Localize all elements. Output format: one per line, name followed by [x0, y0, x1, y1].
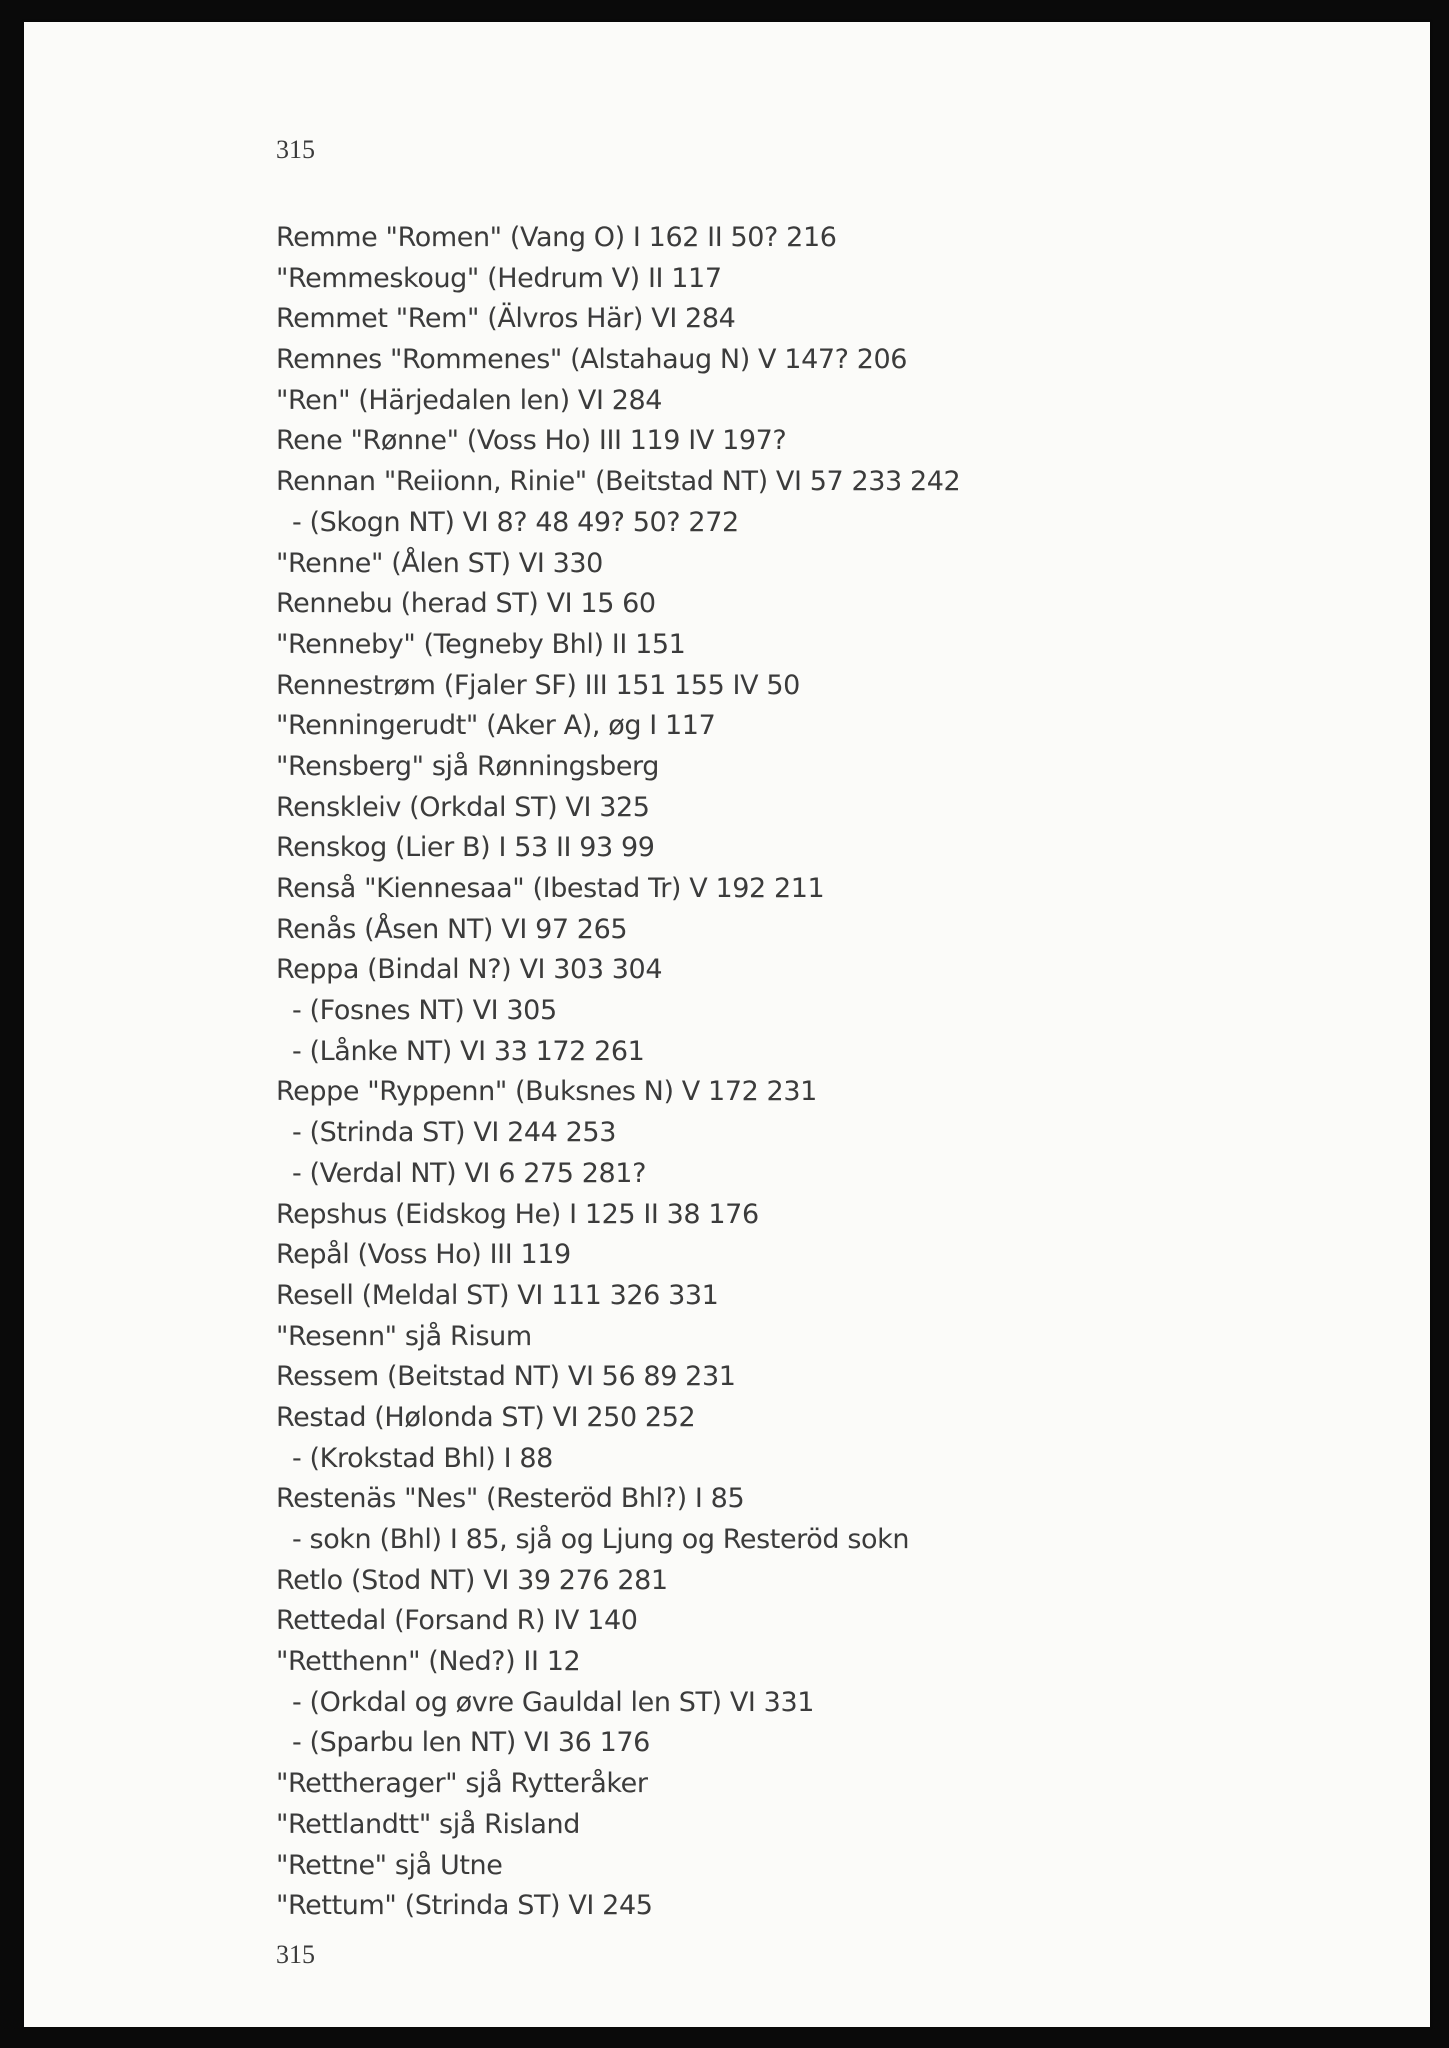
index-subentry: - (Lånke NT) VI 33 172 261: [292, 1035, 645, 1067]
index-entry: "Rensberg" sjå Rønningsberg: [276, 750, 660, 782]
index-entry: Repål (Voss Ho) III 119: [276, 1239, 571, 1271]
document-page: [24, 22, 1430, 2027]
index-entry: "Rettne" sjå Utne: [276, 1849, 503, 1881]
index-subentry: - (Skogn NT) VI 8? 48 49? 50? 272: [292, 506, 739, 538]
index-subentry: - (Orkdal og øvre Gauldal len ST) VI 331: [292, 1686, 815, 1718]
index-entry: "Ren" (Härjedalen len) VI 284: [276, 384, 663, 416]
index-subentry: - (Sparbu len NT) VI 36 176: [292, 1727, 650, 1759]
index-entry: "Retthenn" (Ned?) II 12: [276, 1646, 581, 1678]
index-entry: Resell (Meldal ST) VI 111 326 331: [276, 1279, 719, 1311]
index-entry: Rennebu (herad ST) VI 15 60: [276, 588, 656, 620]
index-entry: Renås (Åsen NT) VI 97 265: [276, 913, 628, 945]
page-number-bottom: 315: [276, 1940, 315, 1969]
index-entry: "Renne" (Ålen ST) VI 330: [276, 547, 603, 579]
page-number-top: 315: [276, 135, 315, 164]
index-entry: Rennestrøm (Fjaler SF) III 151 155 IV 50: [276, 669, 800, 701]
index-entry: Remnes "Rommenes" (Alstahaug N) V 147? 206: [276, 344, 908, 376]
index-entry: "Resenn" sjå Risum: [276, 1320, 532, 1352]
index-entry: Ressem (Beitstad NT) VI 56 89 231: [276, 1361, 736, 1393]
index-entry: "Rettherager" sjå Rytteråker: [276, 1768, 648, 1800]
index-entry: "Remmeskoug" (Hedrum V) II 117: [276, 262, 722, 294]
index-entry: "Rettlandtt" sjå Risland: [276, 1808, 580, 1840]
index-subentry: - sokn (Bhl) I 85, sjå og Ljung og Resteröd sokn: [292, 1524, 910, 1555]
index-subentry: - (Fosnes NT) VI 305: [292, 995, 557, 1027]
index-entry: Retlo (Stod NT) VI 39 276 281: [276, 1564, 668, 1596]
index-entry: Renskleiv (Orkdal ST) VI 325: [276, 791, 650, 823]
index-entry: Remme "Romen" (Vang O) I 162 II 50? 216: [276, 222, 837, 253]
index-subentry: - (Strinda ST) VI 244 253: [292, 1117, 616, 1149]
index-entry: Renskog (Lier B) I 53 II 93 99: [276, 832, 655, 864]
index-entry: Rennan "Reiionn, Rinie" (Beitstad NT) VI 57 233 242: [276, 466, 961, 498]
index-entry: Repshus (Eidskog He) I 125 II 38 176: [276, 1198, 759, 1230]
index-entry: Reppa (Bindal N?) VI 303 304: [276, 954, 663, 986]
index-subentry: - (Krokstad Bhl) I 88: [292, 1442, 553, 1474]
index-entry: Remmet "Rem" (Älvros Här) VI 284: [276, 303, 736, 335]
index-entry: Rettedal (Forsand R) IV 140: [276, 1605, 638, 1637]
index-entry-list: [276, 218, 960, 1927]
index-entry: Renså "Kiennesaa" (Ibestad Tr) V 192 211: [276, 873, 825, 904]
index-entry: Reppe "Ryppenn" (Buksnes N) V 172 231: [276, 1076, 817, 1108]
index-entry: "Renningerudt" (Aker A), øg I 117: [276, 710, 716, 742]
index-entry: Restad (Hølonda ST) VI 250 252: [276, 1401, 696, 1433]
index-entry: "Rettum" (Strinda ST) VI 245: [276, 1890, 653, 1922]
index-entry: "Renneby" (Tegneby Bhl) II 151: [276, 628, 686, 660]
index-subentry: - (Verdal NT) VI 6 275 281?: [292, 1157, 647, 1189]
index-entry: Rene "Rønne" (Voss Ho) III 119 IV 197?: [276, 425, 787, 457]
index-entry: Restenäs "Nes" (Resteröd Bhl?) I 85: [276, 1483, 745, 1515]
